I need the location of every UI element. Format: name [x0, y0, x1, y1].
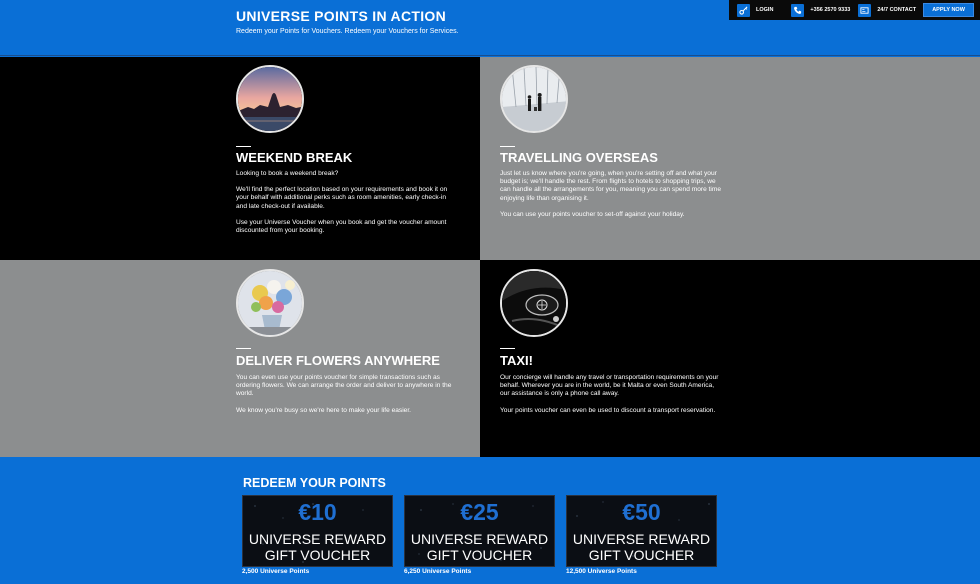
weekend-break-panel	[0, 57, 480, 260]
contact-card-icon[interactable]	[858, 4, 871, 17]
top-utility-bar	[729, 0, 980, 20]
panel-title: DELIVER FLOWERS ANYWHERE	[236, 353, 440, 368]
panel-paragraph: Our concierge will handle any travel or transportation requirements on your behalf. Wherever you are in the world, be it Malta or even South America, our assistance is only a phone call away.	[500, 374, 719, 398]
panel-divider	[236, 348, 251, 349]
panel-title: TRAVELLING OVERSEAS	[500, 150, 658, 165]
panel-body	[500, 170, 722, 227]
page-header	[0, 0, 980, 56]
panel-paragraph: Looking to book a weekend break?	[236, 170, 339, 177]
apply-now-button[interactable]: APPLY NOW	[923, 3, 974, 17]
travelling-overseas-panel	[480, 57, 980, 260]
travelling-overseas-image	[500, 65, 568, 133]
voucher-line-1: UNIVERSE REWARD	[410, 531, 549, 547]
voucher-line-2: GIFT VOUCHER	[264, 547, 371, 563]
voucher-points: 12,500 Universe Points	[566, 568, 637, 575]
phone-number[interactable]: +356 2570 9333	[810, 7, 851, 13]
weekend-break-image	[236, 65, 304, 133]
voucher-amount: €50	[622, 499, 661, 525]
panel-paragraph: You can even use your points voucher for simple transactions such as ordering flowers. We can arrange the order and deliver to anywhere in the world.	[236, 374, 452, 398]
panel-title: TAXI!	[500, 353, 533, 368]
panel-paragraph: Just let us know where you're going, when you're setting off and what your budget is; we'll handle the rest. From flights to hotels to shopping trips, we can handle all the arrangements for you, meaning you can spend more time enjoying life than organising it.	[500, 170, 722, 202]
voucher-card[interactable]	[566, 495, 717, 567]
panel-divider	[236, 146, 251, 147]
voucher-line-1: UNIVERSE REWARD	[248, 531, 387, 547]
page-title: UNIVERSE POINTS IN ACTION	[236, 8, 447, 24]
taxi-image	[500, 269, 568, 337]
voucher-amount: €10	[298, 499, 337, 525]
panel-paragraph: We know you're busy so we're here to make your life easier.	[236, 406, 412, 414]
panel-body	[500, 374, 722, 423]
voucher-line-2: GIFT VOUCHER	[588, 547, 695, 563]
deliver-flowers-panel	[0, 260, 480, 457]
taxi-panel	[480, 260, 980, 457]
voucher-amount: €25	[460, 499, 499, 525]
panel-paragraph: Use your Universe Voucher when you book and get the voucher amount discounted from your booking.	[236, 218, 447, 235]
voucher-line-1: UNIVERSE REWARD	[572, 531, 711, 547]
redeem-section	[0, 457, 980, 584]
voucher-points: 2,500 Universe Points	[242, 568, 310, 575]
panel-divider	[500, 348, 515, 349]
panel-paragraph: We'll find the perfect location based on your requirements and book it on your behalf with additional perks such as room amenities, early check-in and late check-out if available.	[236, 186, 448, 210]
login-key-icon[interactable]	[737, 4, 750, 17]
contact-link[interactable]: 24/7 CONTACT	[877, 7, 917, 13]
panel-title: WEEKEND BREAK	[236, 150, 353, 165]
panel-body	[236, 170, 458, 243]
voucher-card[interactable]	[404, 495, 555, 567]
panel-body	[236, 374, 458, 423]
login-link[interactable]: LOGIN	[756, 7, 774, 13]
panel-paragraph: You can use your points voucher to set-off against your holiday.	[500, 210, 685, 218]
panel-divider	[500, 146, 515, 147]
panel-paragraph: Your points voucher can even be used to discount a transport reservation.	[500, 406, 716, 414]
deliver-flowers-image	[236, 269, 304, 337]
voucher-points: 6,250 Universe Points	[404, 568, 472, 575]
phone-icon[interactable]	[791, 4, 804, 17]
voucher-card[interactable]	[242, 495, 393, 567]
page-subtitle: Redeem your Points for Vouchers. Redeem your Vouchers for Services.	[236, 28, 459, 35]
redeem-title: REDEEM YOUR POINTS	[243, 476, 386, 490]
voucher-line-2: GIFT VOUCHER	[426, 547, 533, 563]
